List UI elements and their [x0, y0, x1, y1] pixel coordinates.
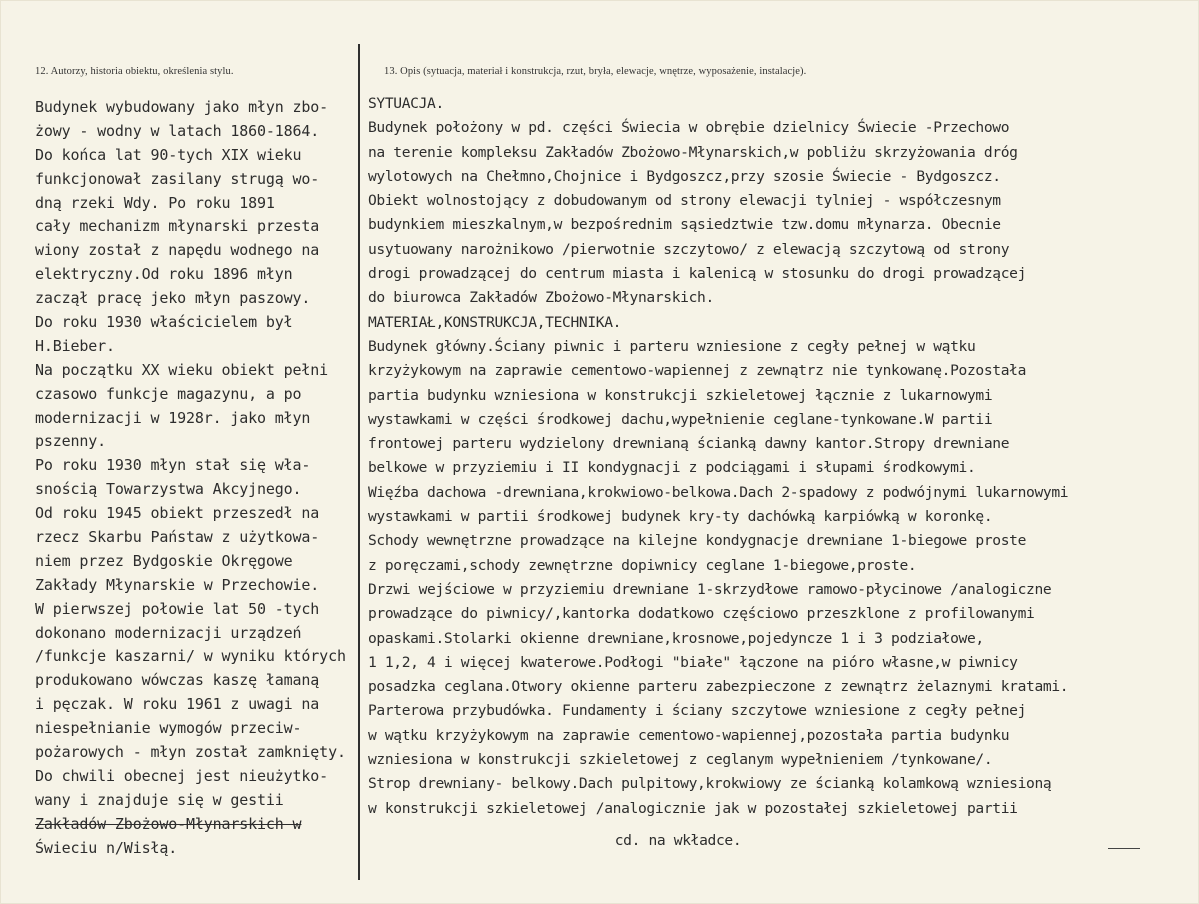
history-line: zaczął pracę jeko młyn paszowy. — [35, 289, 311, 308]
history-line: Po roku 1930 młyn stał się wła- — [35, 456, 311, 475]
description-line: 1 1,2, 4 i więcej kwaterowe.Podłogi "białe" łączone na pióro własne,w piwnicy — [368, 653, 1018, 671]
description-line: wystawkami w partii środkowej budynek kry-ty dachówką karpiówką w koronkę. — [368, 508, 993, 526]
history-line: modernizacji w 1928r. jako młyn — [35, 408, 311, 427]
history-line: żowy - wodny w latach 1860-1864. — [35, 121, 320, 140]
history-line: niespełnianie wymogów przeciw- — [35, 719, 302, 738]
history-line: Zakładów Zbożowo-Młynarskich w — [35, 814, 302, 833]
history-line: W pierwszej połowie lat 50 -tych — [35, 599, 320, 618]
description-line: Budynek położony w pd. części Świecia w obrębie dzielnicy Świecie -Przechowo — [368, 119, 1010, 137]
description-line: prowadzące do piwnicy/,kantorka dodatkowo częściowo przeszklone z profilowanymi — [368, 605, 1035, 623]
description-line: budynkiem mieszkalnym,w bezpośrednim sąsiedztwie tzw.domu młynarza. Obecnie — [368, 216, 1001, 234]
history-line: Od roku 1945 obiekt przeszedł na — [35, 504, 320, 523]
description-line: wystawkami w części środkowej dachu,wypełnienie ceglane-tynkowane.W partii — [368, 410, 993, 428]
section-12-header: 12. Autorzy, historia obiektu, określenia stylu. — [35, 66, 234, 77]
section-13-header: 13. Opis (sytuacja, materiał i konstrukcja, rzut, bryła, elewacje, wnętrze, wyposażenie, instalacje). — [384, 66, 807, 77]
history-line: wiony został z napędu wodnego na — [35, 241, 320, 260]
description-line: w konstrukcji szkieletowej /analogicznie jak w pozostałej szkieletowej partii — [368, 799, 1018, 817]
history-line: H.Bieber. — [35, 336, 115, 355]
history-line: Na początku XX wieku obiekt pełni — [35, 360, 329, 379]
history-line: funkcjonował zasilany strugą wo- — [35, 169, 320, 188]
history-line: pożarowych - młyn został zamknięty. — [35, 743, 346, 762]
description-line: usytuowany narożnikowo /pierwotnie szczytowo/ z elewacją szczytową od strony — [368, 240, 1010, 258]
history-line: Zakłady Młynarskie w Przechowie. — [35, 575, 320, 594]
history-line: produkowano wówczas kaszę łamaną — [35, 671, 320, 690]
description-line: Schody wewnętrzne prowadzące na kilejne kondygnacje drewniane 1-biegowe proste — [368, 532, 1027, 550]
history-line: pszenny. — [35, 432, 107, 451]
continued-note: cd. na wkładce. — [614, 831, 742, 849]
description-line: Więźba dachowa -drewniana,krokwiowo-belkowa.Dach 2-spadowy z podwójnymi lukarnowymi — [368, 483, 1069, 501]
history-line: Do końca lat 90-tych XIX wieku — [35, 145, 302, 164]
history-line: elektryczny.Od roku 1896 młyn — [35, 265, 293, 284]
description-line: frontowej parteru wydzielony drewnianą ścianką dawny kantor.Stropy drewniane — [368, 435, 1010, 453]
history-line: Świeciu n/Wisłą. — [35, 838, 178, 857]
history-line: czasowo funkcje magazynu, a po — [35, 384, 302, 403]
history-line: Do chwili obecnej jest nieużytko- — [35, 766, 329, 785]
description-line: Drzwi wejściowe w przyziemiu drewniane 1-skrzydłowe ramowo-płycinowe /analogiczne — [368, 580, 1052, 598]
description-line: Strop drewniany- belkowy.Dach pulpitowy,krokwiowy ze ścianką kolamkową wzniesioną — [368, 775, 1052, 793]
description-line: belkowe w przyziemiu i II kondygnacji z podciągami i słupami środkowymi. — [368, 459, 976, 477]
history-line: dokonano modernizacji urządzeń — [35, 623, 302, 642]
description-line: na terenie kompleksu Zakładów Zbożowo-Młynarskich,w pobliżu skrzyżowania dróg — [368, 143, 1018, 161]
history-line: rzecz Skarbu Państaw z użytkowa- — [35, 528, 320, 547]
description-line: do biurowca Zakładów Zbożowo-Młynarskich. — [368, 289, 714, 307]
description-line: drogi prowadzącej do centrum miasta i kalenicą w stosunku do drogi prowadzącej — [368, 265, 1027, 283]
history-line: niem przez Bydgoskie Okręgowe — [35, 551, 293, 570]
history-line: Budynek wybudowany jako młyn zbo- — [35, 98, 329, 116]
history-line: dną rzeki Wdy. Po roku 1891 — [35, 193, 275, 212]
history-line: wany i znajduje się w gestii — [35, 790, 284, 809]
description-line: Parterowa przybudówka. Fundamenty i ściany szczytowe wzniesione z cegły pełnej — [368, 702, 1027, 720]
description-line: w wątku krzyżykowym na zaprawie cementowo-wapiennej,pozostała partia budynku — [368, 726, 1010, 744]
history-line: /funkcje kaszarni/ w wyniku których — [35, 647, 346, 666]
description-line: krzyżykowym na zaprawie cementowo-wapiennej z zewnątrz nie tynkowanę.Pozostała — [368, 362, 1027, 380]
description-line: Obiekt wolnostojący z dobudowanym od strony elewacji tylniej - współczesnym — [368, 192, 1001, 210]
history-line: i pęczak. W roku 1961 z uwagi na — [35, 695, 320, 714]
end-rule — [1108, 848, 1140, 849]
description-line: wylotowych na Chełmno,Chojnice i Bydgoszcz,przy szosie Świecie - Bydgoszcz. — [368, 167, 1001, 185]
description-line: MATERIAŁ,KONSTRUKCJA,TECHNIKA. — [368, 313, 622, 331]
description-column — [368, 92, 1188, 853]
history-line: Do roku 1930 właścicielem był — [35, 313, 293, 332]
history-line: snością Towarzystwa Akcyjnego. — [35, 480, 302, 499]
description-line: Budynek główny.Ściany piwnic i parteru wzniesione z cegły pełnej w wątku — [368, 337, 976, 355]
description-line: opaskami.Stolarki okienne drewniane,krosnowe,pojedyncze 1 i 3 podziałowe, — [368, 629, 984, 647]
description-line: partia budynku wzniesiona w konstrukcji szkieletowej łącznie z lukarnowymi — [368, 386, 993, 404]
description-line: z poręczami,schody zewnętrzne dopiwnicy ceglane 1-biegowe,proste. — [368, 556, 917, 574]
history-column — [35, 96, 365, 861]
description-line: SYTUACJA. — [368, 95, 444, 112]
history-line: cały mechanizm młynarski przesta — [35, 217, 320, 236]
description-line: posadzka ceglana.Otwory okienne parteru zabezpieczone z zewnątrz żelaznymi kratami. — [368, 678, 1069, 696]
description-line: wzniesiona w konstrukcji szkieletowej z ceglanym wypełnieniem /tynkowane/. — [368, 751, 993, 769]
